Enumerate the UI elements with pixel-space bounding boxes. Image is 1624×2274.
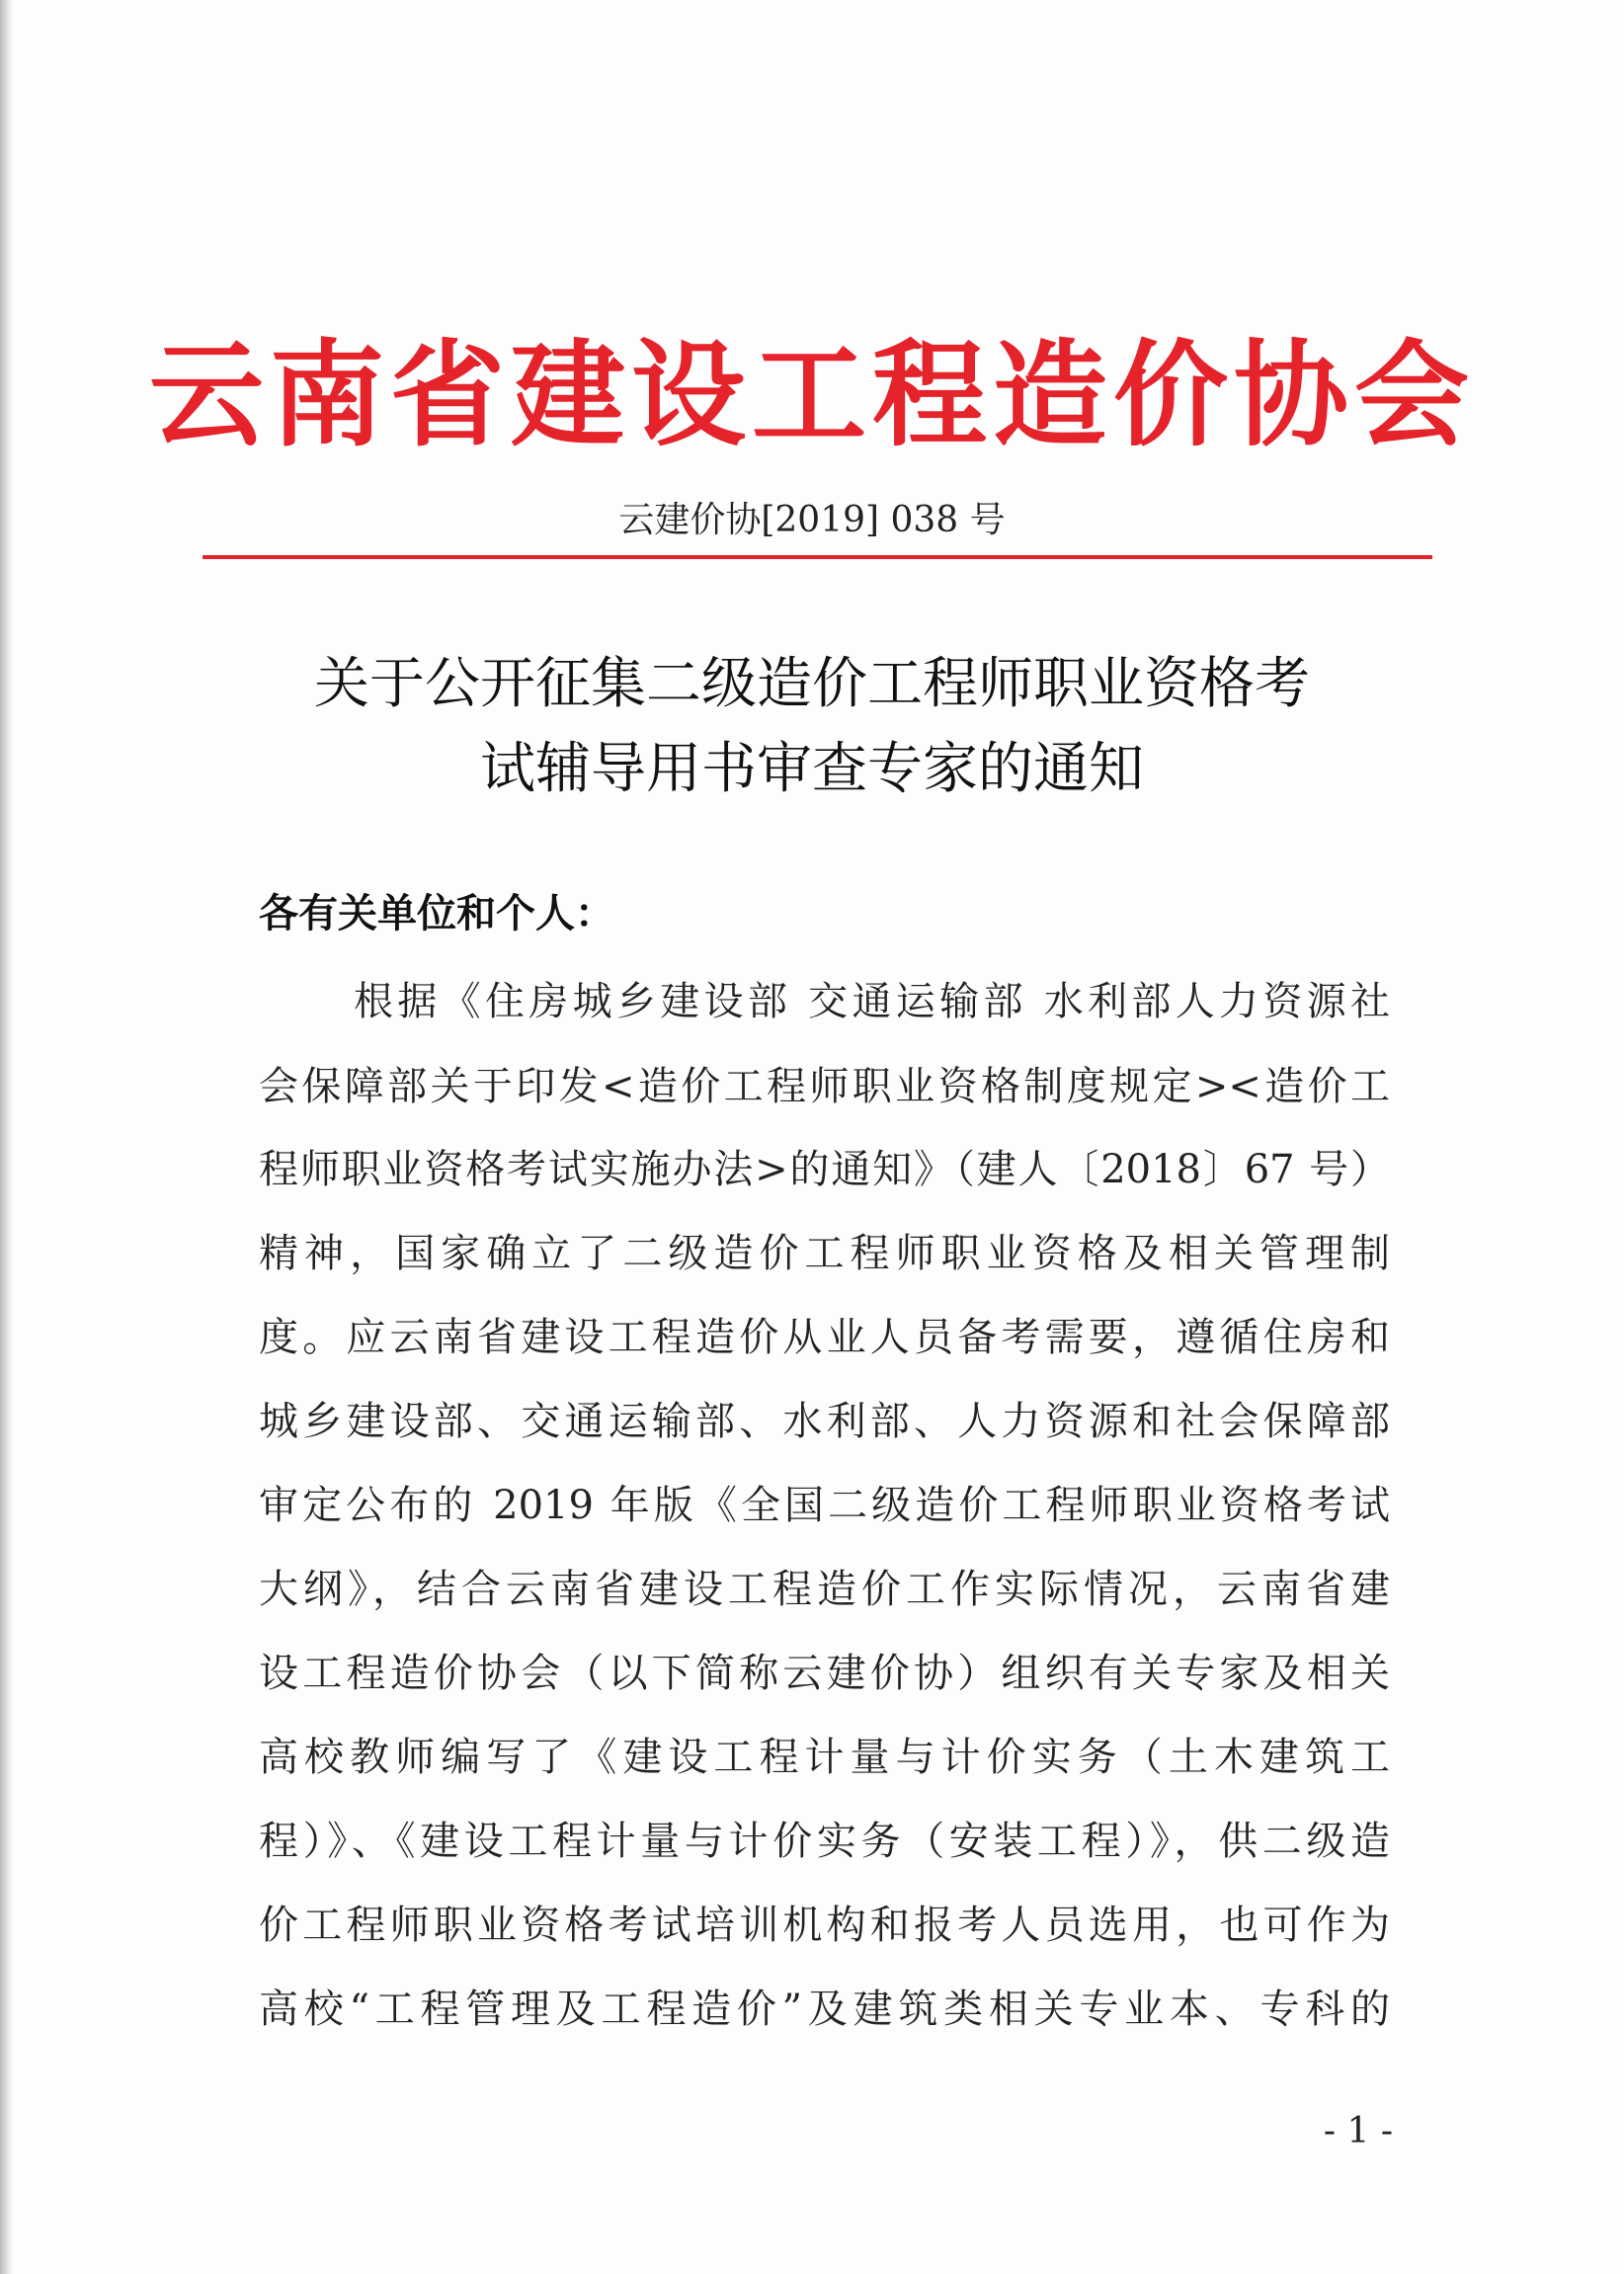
document-number: 云建价协[2019] 038 号 — [618, 500, 1006, 540]
red-divider-line — [203, 555, 1432, 559]
page-number: - 1 - — [1323, 2111, 1393, 2152]
body-line-1: 根据《住房城乡建设部 交通运输部 水利部人力资源社 — [354, 979, 1390, 1024]
body-line-6: 城乡建设部、交通运输部、水利部、人力资源和社会保障部 — [259, 1399, 1390, 1444]
title-line-2: 试辅导用书审查专家的通知 — [480, 737, 1144, 801]
body-line-7: 审定公布的 2019 年版《全国二级造价工程师职业资格考试 — [259, 1483, 1390, 1528]
salutation: 各有关单位和个人： — [259, 890, 614, 936]
body-line-12: 价工程师职业资格考试培训机构和报考人员选用，也可作为 — [259, 1903, 1390, 1948]
body-line-9: 设工程造价协会（以下简称云建价协）组织有关专家及相关 — [259, 1651, 1390, 1696]
body-line-5: 度。应云南省建设工程造价从业人员备考需要，遵循住房和 — [259, 1315, 1390, 1360]
body-line-11: 程）》、《建设工程计量与计价实务（安装工程）》，供二级造 — [259, 1819, 1390, 1864]
body-line-10: 高校教师编写了《建设工程计量与计价实务（土木建筑工 — [259, 1735, 1390, 1780]
organization-header: 云南省建设工程造价协会 — [149, 328, 1475, 462]
document-title — [0, 642, 1624, 812]
body-line-3: 程师职业资格考试实施办法>的通知》（建人〔2018〕67 号） — [259, 1147, 1390, 1192]
body-line-2: 会保障部关于印发<造价工程师职业资格制度规定><造价工 — [259, 1064, 1390, 1109]
body-line-4: 精神，国家确立了二级造价工程师职业资格及相关管理制 — [259, 1231, 1390, 1276]
body-line-8: 大纲》，结合云南省建设工程造价工作实际情况，云南省建 — [259, 1567, 1390, 1612]
body-line-13: 高校“工程管理及工程造价”及建筑类相关专业本、专科的 — [259, 1987, 1390, 2032]
title-line-1: 关于公开征集二级造价工程师职业资格考 — [314, 652, 1310, 716]
